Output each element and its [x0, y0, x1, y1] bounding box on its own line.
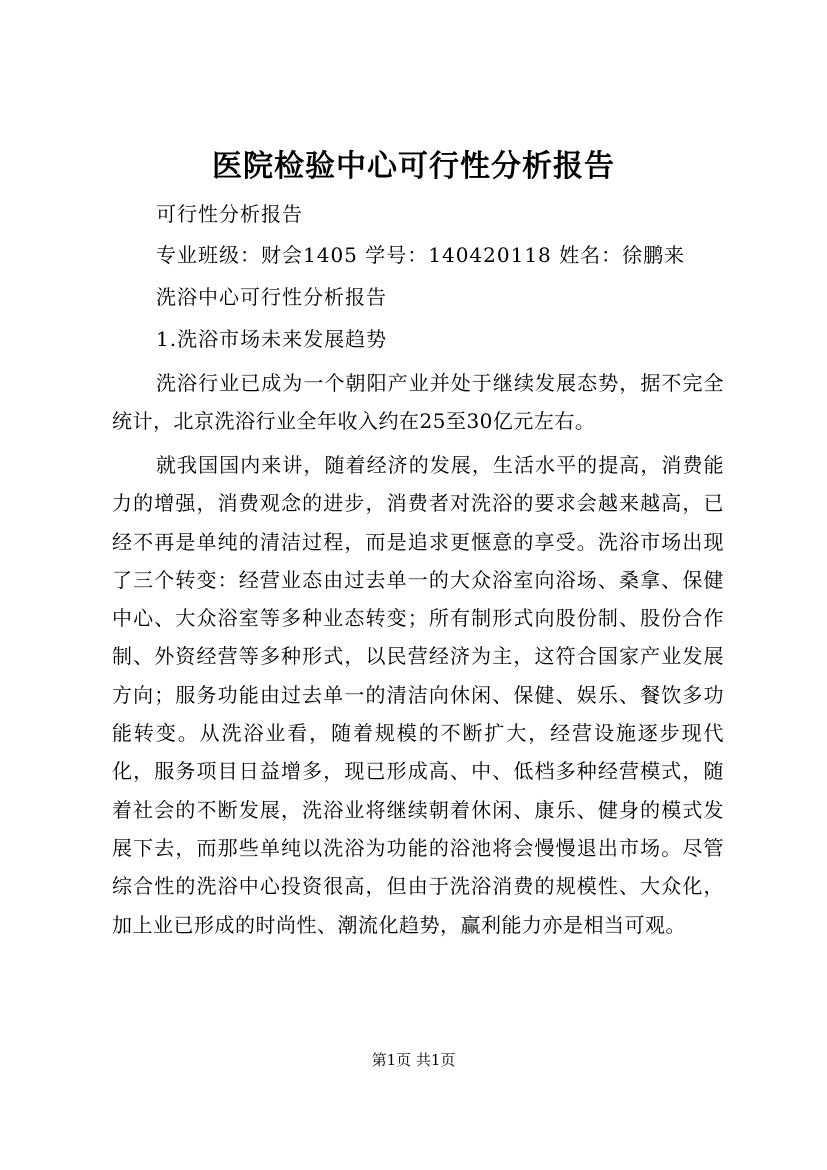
paragraph-2: 就我国国内来讲，随着经济的发展，生活水平的提高，消费能力的增强，消费观念的进步，消费者对洗浴的要求会越来越高，已经不再是单纯的清洁过程，而是追求更惬意的享受。洗浴市场出现了三个转变：经营业态由过去单一的大众浴室向浴场、桑拿、保健中心、大众浴室等多种业态转变；所有制形式向股份制、股份合作制、外资经营等多种形式，以民营经济为主，这符合国家产业发展方向；服务功能由过去单一的清洁向休闲、保健、娱乐、餐饮多功能转变。从洗浴业看，随着规模的不断扩大，经营设施逐步现代化，服务项目日益增多，现已形成高、中、低档多种经营模式，随着社会的不断发展，洗浴业将继续朝着休闲、康乐、健身的模式发展下去，而那些单纯以洗浴为功能的浴池将会慢慢退出市场。尽管综合性的洗浴中心投资很高，但由于洗浴消费的规模性、大众化，加上业已形成的时尚性、潮流化趋势，赢利能力亦是相当可观。: [112, 453, 724, 937]
section-title: 洗浴中心可行性分析报告: [156, 285, 387, 309]
paragraph-1: 洗浴行业已成为一个朝阳产业并处于继续发展态势，据不完全统计，北京洗浴行业全年收入约在25至30亿元左右。: [112, 371, 724, 434]
page-footer: 第1页 共1页: [371, 1051, 456, 1069]
document-title: 医院检验中心可行性分析报告: [212, 149, 615, 184]
student-info: 专业班级：财会1405 学号：140420118 姓名：徐鹏来: [156, 243, 686, 267]
heading-1: 1.洗浴市场未来发展趋势: [156, 327, 388, 351]
document-subtitle: 可行性分析报告: [156, 202, 303, 226]
